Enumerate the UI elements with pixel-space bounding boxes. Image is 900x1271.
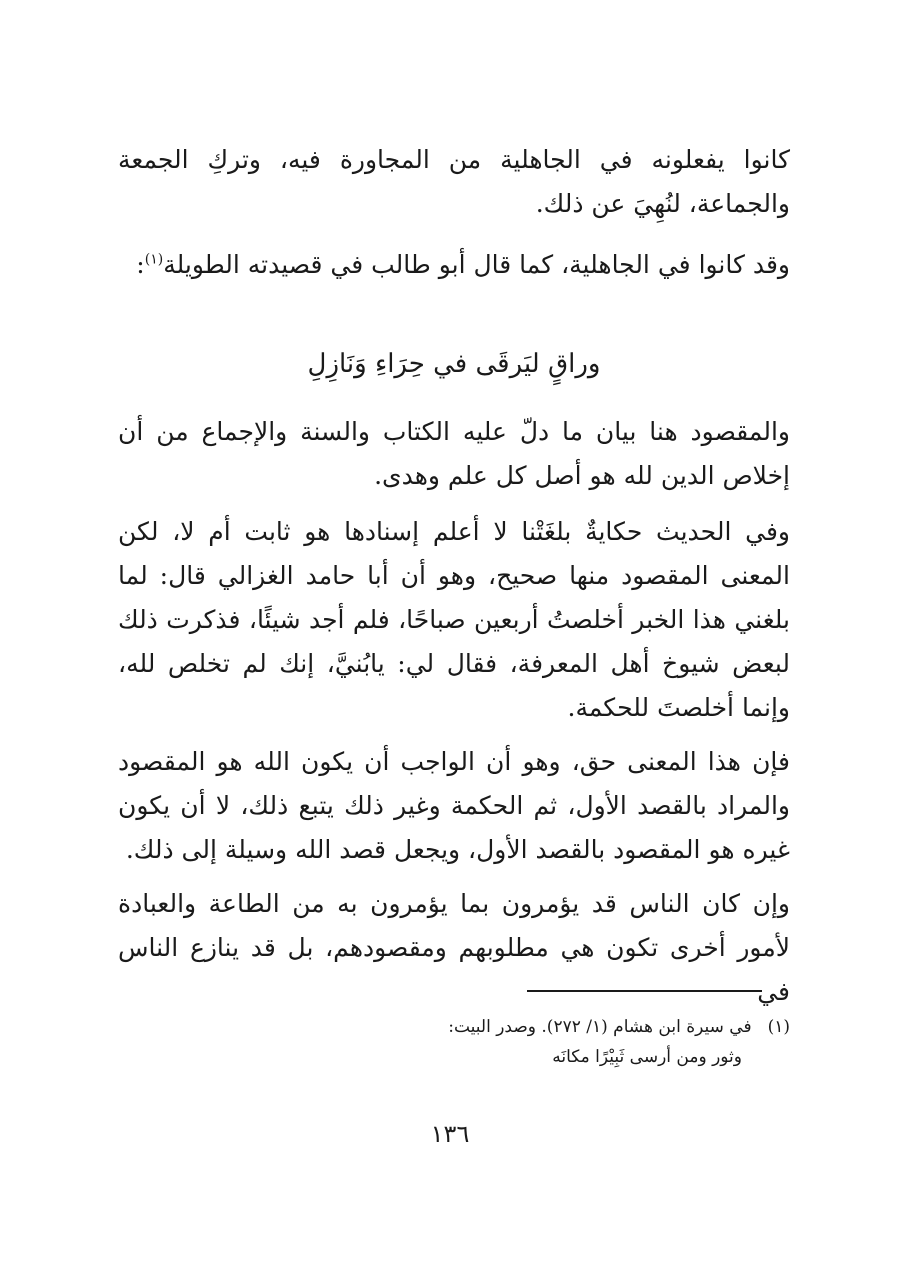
poetry-verse: وراقٍ ليَرقَى في حِرَاءِ وَنَازِلِ xyxy=(307,349,601,379)
footnote-line-1 xyxy=(300,1012,790,1042)
page-number: ١٣٦ xyxy=(430,1120,470,1148)
footnote-divider xyxy=(527,990,762,992)
footnote-reference[interactable]: (١) xyxy=(144,251,164,268)
footnote-number: (١) xyxy=(767,1017,790,1037)
footnote-line-2: وثور ومن أرسى ثَبِيْرًا مكانَه xyxy=(552,1047,742,1067)
paragraph-2-tail: : xyxy=(136,250,145,279)
paragraph-4: وفي الحديث حكايةٌ بلغَتْنا لا أعلم إسنادها هو ثابت أم لا، لكن المعنى المقصود منها صحيح، وهو أن أبا حامد الغزالي قال: لما بلغني هذا الخبر أخلصتُ أربعين صباحًا، فلم أجد شيئًا، فذكرت ذلك لبعض شيوخ أهل المعرفة، فقال لي: يابُنيَّ، إنك لم تخلص لله، وإنما أخلصتَ للحكمة. xyxy=(118,517,790,722)
paragraph-2 xyxy=(118,243,790,287)
paragraph-5: فإن هذا المعنى حق، وهو أن الواجب أن يكون الله هو المقصود والمراد بالقصد الأول، ثم الحكمة وغير ذلك يتبع ذلك، لا أن يكون غيره هو المقصود بالقصد الأول، ويجعل قصد الله وسيلة إلى ذلك. xyxy=(118,747,790,864)
paragraph-3: والمقصود هنا بيان ما دلّ عليه الكتاب والسنة والإجماع من أن إخلاص الدين لله هو أصل كل علم وهدى. xyxy=(118,417,790,490)
footnote xyxy=(300,1012,790,1072)
paragraph-1: كانوا يفعلونه في الجاهلية من المجاورة فيه، وتركِ الجمعة والجماعة، لنُهِيَ عن ذلك. xyxy=(118,145,790,218)
paragraph-6: وإن كان الناس قد يؤمرون بما يؤمرون به من الطاعة والعبادة لأمور أخرى تكون هي مطلوبهم ومقصودهم، بل قد ينازع الناس في xyxy=(118,889,790,1006)
footnote-text: في سيرة ابن هشام (١/ ٢٧٢). وصدر البيت: xyxy=(448,1017,752,1037)
paragraph-2-text: وقد كانوا في الجاهلية، كما قال أبو طالب في قصيدته الطويلة xyxy=(163,250,790,279)
